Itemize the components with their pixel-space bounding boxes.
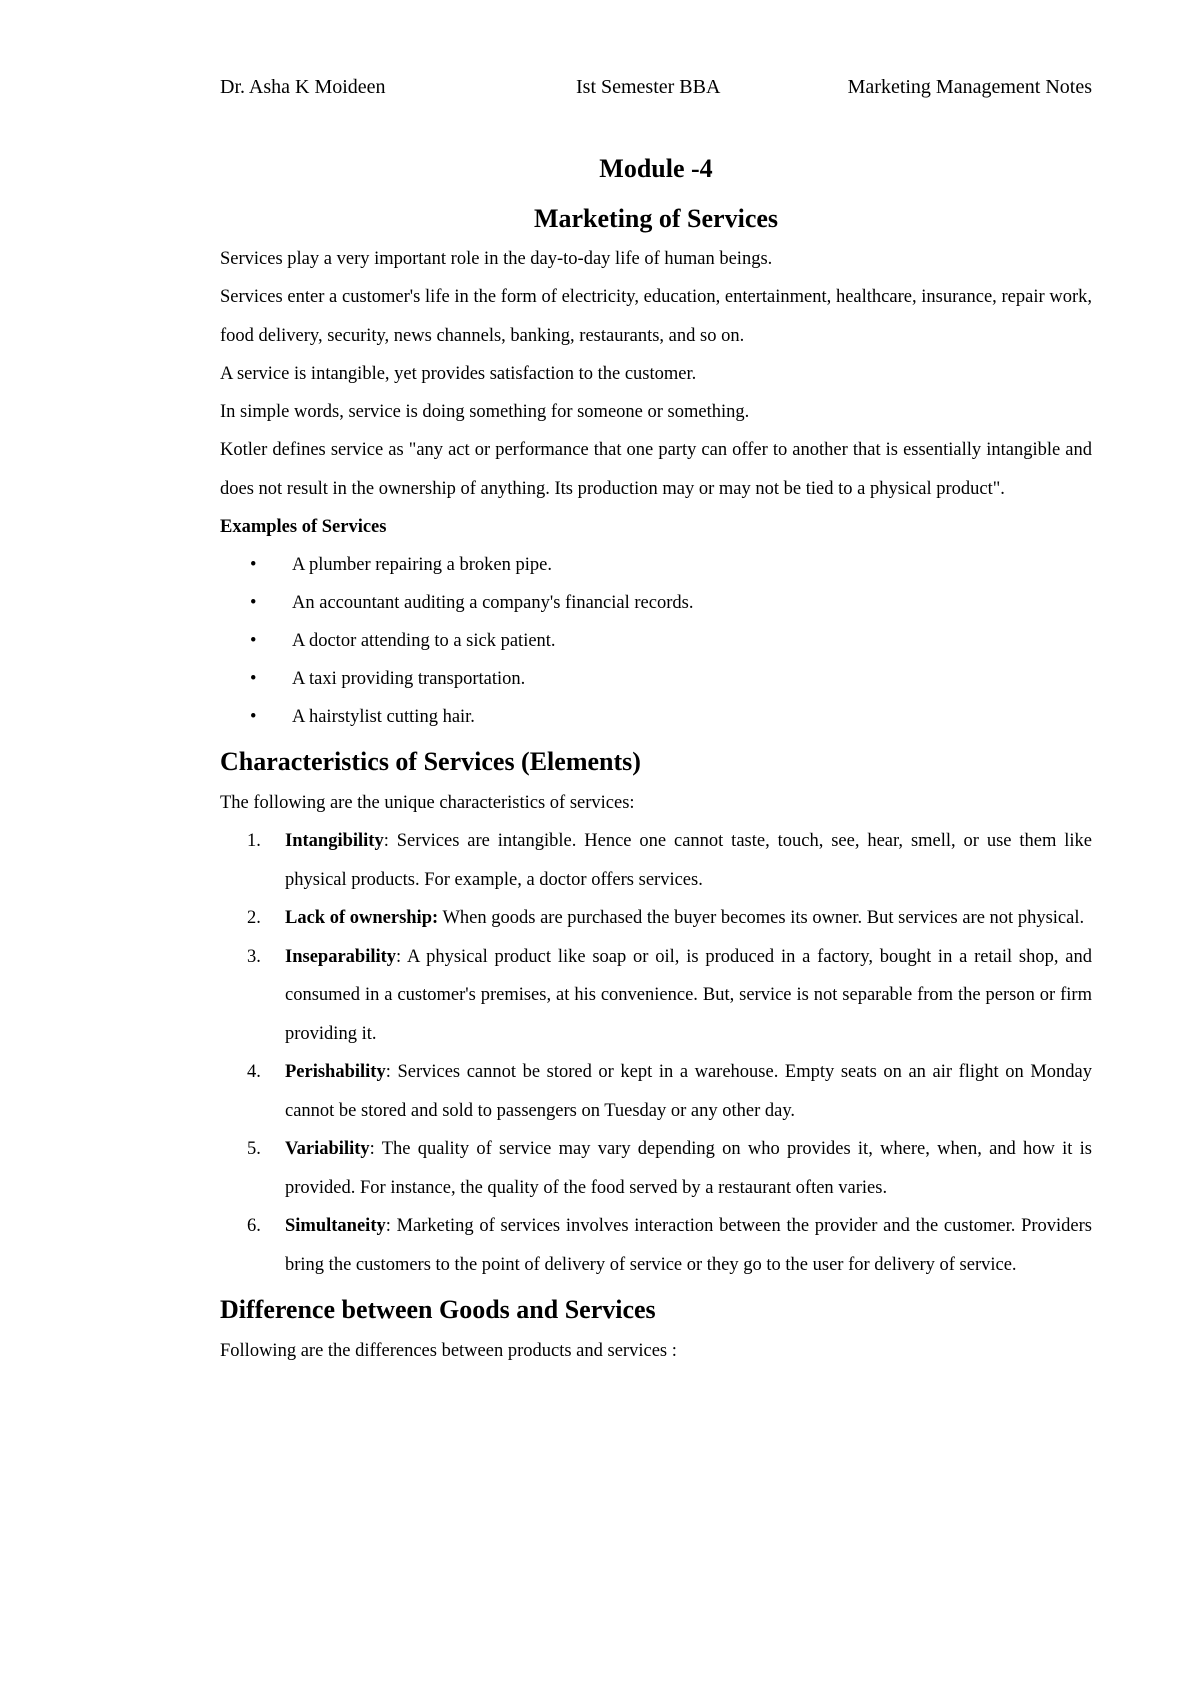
example-text: A taxi providing transportation. (292, 669, 526, 689)
list-item (220, 899, 1092, 938)
item-term: Variability (285, 1139, 370, 1159)
bullet-icon: • (250, 631, 257, 651)
item-text: : Services cannot be stored or kept in a warehouse. Empty seats on an air flight on Monday cannot be stored and sold to passengers on Tuesday or any other day. (285, 1062, 1092, 1121)
intro-paragraph: Services play a very important role in the day-to-day life of human beings. (220, 249, 773, 269)
item-text: : Marketing of services involves interaction between the provider and the customer. Providers bring the customers to the point of delivery of service or they go to the user for delivery of service. (285, 1216, 1092, 1275)
module-title: Module -4 (599, 154, 713, 183)
bullet-icon: • (250, 669, 257, 689)
characteristics-intro: The following are the unique characteristics of services: (220, 793, 635, 813)
example-text: A plumber repairing a broken pipe. (292, 555, 552, 575)
page-content (220, 152, 1092, 1370)
list-item (220, 1207, 1092, 1284)
item-number: 5. (247, 1139, 261, 1159)
example-text: A doctor attending to a sick patient. (292, 631, 556, 651)
item-text: : Services are intangible. Hence one cannot taste, touch, see, hear, smell, or use them like physical products. For example, a doctor offers services. (285, 831, 1092, 890)
item-term: Simultaneity (285, 1216, 386, 1236)
item-term: Lack of ownership: (285, 908, 439, 928)
kotler-definition: Kotler defines service as "any act or performance that one party can offer to another that is essentially intangible and does not result in the ownership of anything. Its production may or may not be tied to a physical product". (220, 440, 1092, 499)
bullet-icon: • (250, 593, 257, 613)
example-text: An accountant auditing a company's financial records. (292, 593, 694, 613)
header-course: Marketing Management Notes (847, 76, 1092, 98)
list-item (220, 622, 1092, 660)
header-author: Dr. Asha K Moideen (220, 76, 386, 98)
bullet-icon: • (250, 707, 257, 727)
item-number: 1. (247, 831, 261, 851)
item-number: 6. (247, 1216, 261, 1236)
item-number: 3. (247, 946, 261, 967)
item-text: : A physical product like soap or oil, is produced in a factory, bought in a retail shop, and consumed in a customer's premises, at his convenience. But, service is not separable from the person or firm providing it. (285, 946, 1092, 1044)
bullet-icon: • (250, 555, 257, 575)
item-text: When goods are purchased the buyer becomes its owner. But services are not physical. (438, 908, 1085, 928)
list-item (220, 584, 1092, 622)
examples-heading: Examples of Services (220, 517, 387, 537)
examples-list (220, 546, 1092, 736)
difference-intro: Following are the differences between products and services : (220, 1341, 677, 1361)
example-text: A hairstylist cutting hair. (292, 707, 475, 727)
list-item (220, 822, 1092, 899)
characteristics-heading: Characteristics of Services (Elements) (220, 747, 641, 776)
item-text: : The quality of service may vary depending on who provides it, where, when, and how it is provided. For instance, the quality of the food served by a restaurant often varies. (285, 1139, 1092, 1198)
list-item (220, 660, 1092, 698)
item-term: Perishability (285, 1062, 386, 1082)
item-term: Inseparability (285, 946, 397, 967)
item-number: 4. (247, 1062, 261, 1082)
characteristics-list (220, 822, 1092, 1284)
list-item (220, 546, 1092, 584)
list-item (220, 698, 1092, 736)
item-term: Intangibility (285, 831, 384, 851)
difference-heading: Difference between Goods and Services (220, 1295, 656, 1324)
list-item (220, 1053, 1092, 1130)
page-subtitle: Marketing of Services (533, 204, 779, 233)
intro-paragraph: Services enter a customer's life in the form of electricity, education, entertainment, healthcare, insurance, repair work, food delivery, security, news channels, banking, restaurants, and so on. (220, 287, 1092, 346)
item-number: 2. (247, 908, 261, 928)
intro-paragraph: In simple words, service is doing something for someone or something. (220, 402, 750, 422)
list-item (220, 938, 1092, 1054)
list-item (220, 1130, 1092, 1207)
intro-paragraph: A service is intangible, yet provides satisfaction to the customer. (220, 364, 697, 384)
header-semester: Ist Semester BBA (576, 76, 721, 98)
